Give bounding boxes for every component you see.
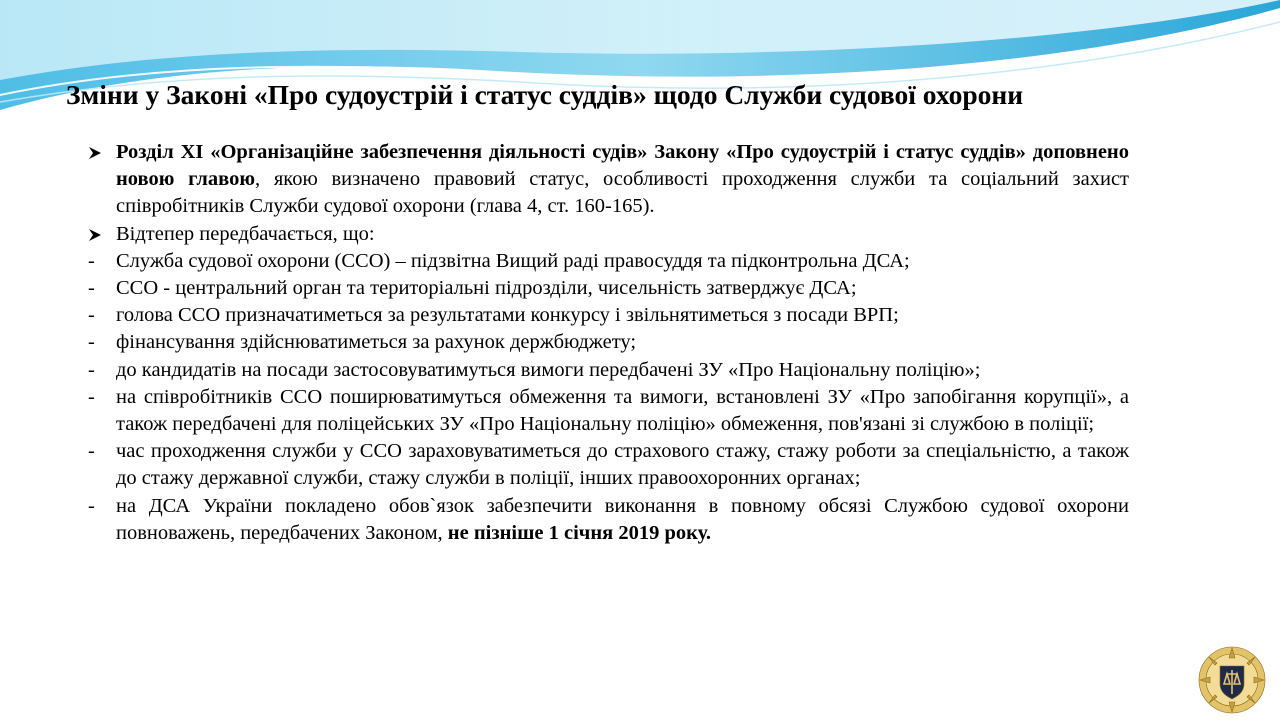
slide-title: Зміни у Законі «Про судоустрій і статус суддів» щодо Служби судової охорони — [66, 79, 1024, 110]
dash-marker: - — [88, 358, 95, 381]
dash-item-text: Служба судової охорони (ССО) – підзвітна Вищий раді правосуддя та підконтрольна ДСА; — [116, 249, 910, 272]
dash-item-text: фінансування здійснюватиметься за рахунок держбюджету; — [116, 331, 637, 354]
dash-item-text: до кандидатів на посади застосовуватимуться вимоги передбачені ЗУ «Про Національну поліцію»; — [116, 358, 981, 381]
bullet-bold-text: Розділ XI «Організаційне забезпечення діяльності судів» Закону «Про судоустрій і статус суддів» доповнено новою главою — [116, 141, 1129, 191]
bullet-text: Відтепер передбачається, що: — [116, 222, 375, 245]
dash-item — [88, 275, 1129, 302]
bullet-item — [88, 221, 1129, 248]
dash-item-text: голова ССО призначатиметься за результатами конкурсу і звільнятиметься з посади ВРП; — [116, 304, 899, 327]
bullet-rest-text: , якою визначено правовий статус, особливості проходження служби та соціальний захист співробітників Служби судової охорони (глава 4, ст. 160-165). — [116, 168, 1129, 218]
slide-body — [88, 139, 1129, 547]
bullet-item — [88, 139, 1129, 221]
court-security-emblem-icon — [1196, 644, 1268, 716]
dash-item-text: на співробітників ССО поширюватимуться обмеження та вимоги, встановлені ЗУ «Про запобігання корупції», а також передбачені для поліцейських ЗУ «Про Національну поліцію» обмеження, пов'язані зі службою в поліції; — [116, 385, 1129, 436]
dash-item-text: час проходження служби у ССО зараховуватиметься до страхового стажу, стажу роботи за спеціальністю, а також до стажу державної служби, стажу служби в поліції, інших правоохоронних органах; — [116, 440, 1129, 490]
arrowhead-check-icon — [88, 221, 116, 242]
dash-item — [88, 493, 1129, 547]
dash-marker: - — [88, 249, 95, 272]
dash-item — [88, 329, 1129, 356]
dash-item — [88, 357, 1129, 384]
arrowhead-check-icon — [88, 139, 116, 160]
dash-item-text — [116, 493, 1129, 547]
dash-item — [88, 248, 1129, 275]
dash-item — [88, 384, 1129, 438]
dash-marker: - — [88, 331, 95, 354]
dash-marker: - — [88, 494, 95, 517]
dash-item-text: ССО - центральний орган та територіальні підрозділи, чисельність затверджує ДСА; — [116, 277, 857, 300]
dash-item — [88, 438, 1129, 492]
bullet-text — [116, 139, 1129, 221]
dash-marker: - — [88, 304, 95, 327]
dash-item — [88, 302, 1129, 329]
dash-marker: - — [88, 440, 95, 463]
dash-marker: - — [88, 385, 95, 408]
dash-item-rest-text: на ДСА України покладено обов`язок забезпечити виконання в повному обсязі Службою судової охорони повноважень, передбачених Законом, — [116, 494, 1129, 544]
deadline-bold-text: не пізніше 1 січня 2019 року. — [447, 521, 711, 544]
dash-marker: - — [88, 277, 95, 300]
